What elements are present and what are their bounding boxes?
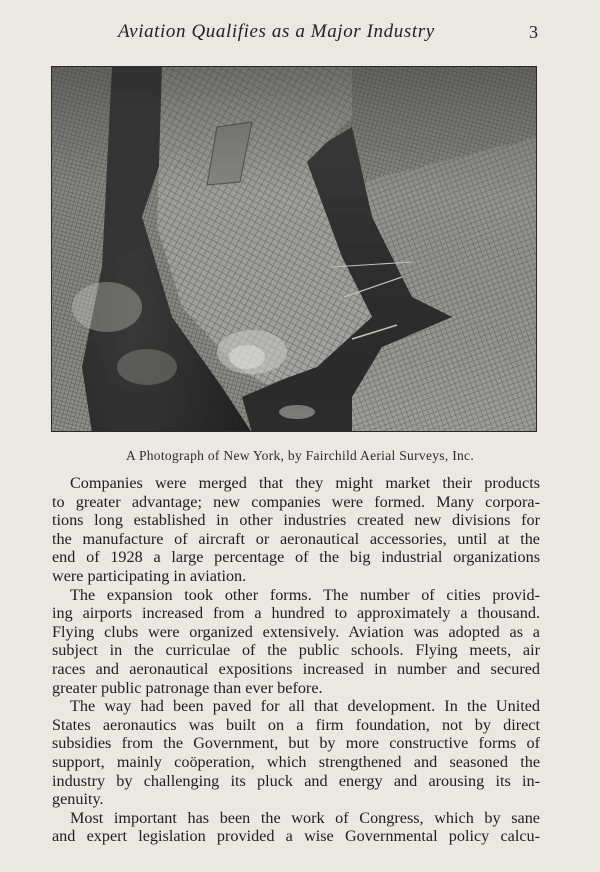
paragraph [52,697,540,809]
text-line: races and aeronautical expositions increased in number and secured [52,659,540,678]
text-line: subsidies from the Government, but by more constructive forms of [52,734,540,753]
text-line: States aeronautics was built on a firm foundation, not by direct [52,715,540,734]
text-line: genuity. [52,790,104,809]
text-line: The way had been paved for all that development. In the United [70,697,540,716]
figure-caption: A Photograph of New York, by Fairchild Aerial Surveys, Inc. [125,448,475,463]
text-line: Companies were merged that they might market their products [70,474,540,492]
text-line: the manufacture of aircraft or aeronautical accessories, until at the [52,529,540,548]
page-number: 3 [529,22,538,42]
text-line: Most important has been the work of Congress, which by sane [70,808,540,827]
text-line: ing airports increased from a hundred to approximately a thousand. [52,604,540,623]
paragraph [52,586,540,698]
text-line: to greater advantage; new companies were formed. Many corpora- [52,492,540,511]
body-text [52,474,540,846]
text-line: greater public patronage than ever before. [52,678,323,697]
aerial-photograph [51,66,537,432]
text-line: The expansion took other forms. The number of cities provid- [70,585,540,604]
text-line: end of 1928 a large percentage of the big industrial organizations [52,548,540,567]
text-line: Flying clubs were organized extensively. Aviation was adopted as a [52,622,540,641]
paragraph [52,809,540,846]
aerial-photo-image [52,67,537,432]
paragraph [52,474,540,586]
text-line: and expert legislation provided a wise Governmental policy calcu- [52,827,540,846]
text-line: tions long established in other industries created new divisions for [52,511,540,530]
text-line: industry by challenging its pluck and energy and arousing its in- [52,771,540,790]
text-line: were participating in aviation. [52,566,247,585]
text-line: subject in the curriculae of the public schools. Flying meets, air [52,641,540,660]
text-line: support, mainly coöperation, which strengthened and seasoned the [52,752,540,771]
running-title: Aviation Qualifies as a Major Industry [118,21,435,42]
